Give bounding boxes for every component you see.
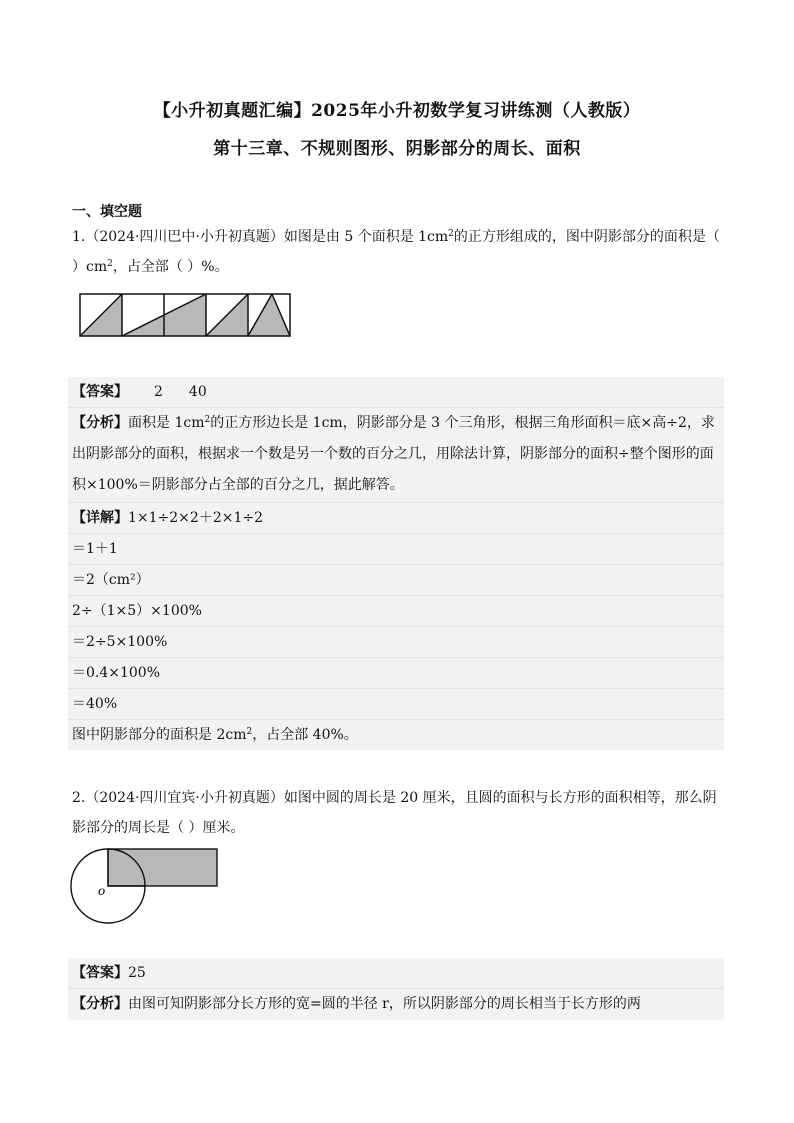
step-line: ＝2÷5×100% <box>72 634 168 650</box>
step-line: ＝2（cm²） <box>72 572 150 588</box>
center-label: o <box>98 884 106 898</box>
conclusion-line: 图中阴影部分的面积是 $2cm^2$，占全部 40%。 <box>72 727 358 743</box>
answer-block-2 <box>68 958 724 1020</box>
answer-value-2: 40 <box>188 384 207 400</box>
analysis-paragraph: 【分析】面积是 $1cm^2$的正方形边长是 1cm，阴影部分是 3 个三角形，根据三角形面积＝底×高÷2，求出阴影部分的面积，根据求一个数是另一个数的百分之几，用除法计算，阴影部分的面积÷整个图形的面积×100%＝阴影部分占全部的百分之几，据此解答。 <box>72 415 715 493</box>
answer-value: 25 <box>128 965 146 981</box>
question-1: 1.（2024·四川巴中·小升初真题）如图是由 5 个面积是 $1cm^2$的正方形组成的，图中阴影部分的面积是（ ）$cm^2$，占全部（ ）%。 <box>72 229 720 275</box>
answer-line: 【答案】25 <box>72 965 146 981</box>
step-line: ＝40% <box>72 696 118 712</box>
chapter-title: 第十三章、不规则图形、阴影部分的周长、面积 <box>213 139 581 159</box>
detail-line: 【详解】1×1÷2×2＋2×1÷2 <box>72 510 264 526</box>
step-line: ＝0.4×100% <box>72 665 161 681</box>
step-line: ＝1＋1 <box>72 541 118 557</box>
document-title: 【小升初真题汇编】2025年小升初数学复习讲练测（人教版） <box>153 101 641 121</box>
section-heading: 一、填空题 <box>72 204 142 220</box>
shaded-rectangle <box>108 849 217 886</box>
circle-rectangle-figure <box>66 844 226 930</box>
step-line: 2÷（1×5）×100% <box>72 603 202 619</box>
question-2: 2.（2024·四川宜宾·小升初真题）如图中圆的周长是 20 厘米，且圆的面积与长方形的面积相等，那么阴影部分的周长是（ ）厘米。 <box>72 790 717 836</box>
squares-figure <box>78 290 296 338</box>
analysis-line: 【分析】由图可知阴影部分长方形的宽=圆的半径 r，所以阴影部分的周长相当于长方形的两 <box>72 996 641 1012</box>
answer-value-1: 2 <box>154 384 163 400</box>
answer-line: 【答案】 2 40 <box>72 384 207 400</box>
answer-block-1 <box>68 377 724 750</box>
